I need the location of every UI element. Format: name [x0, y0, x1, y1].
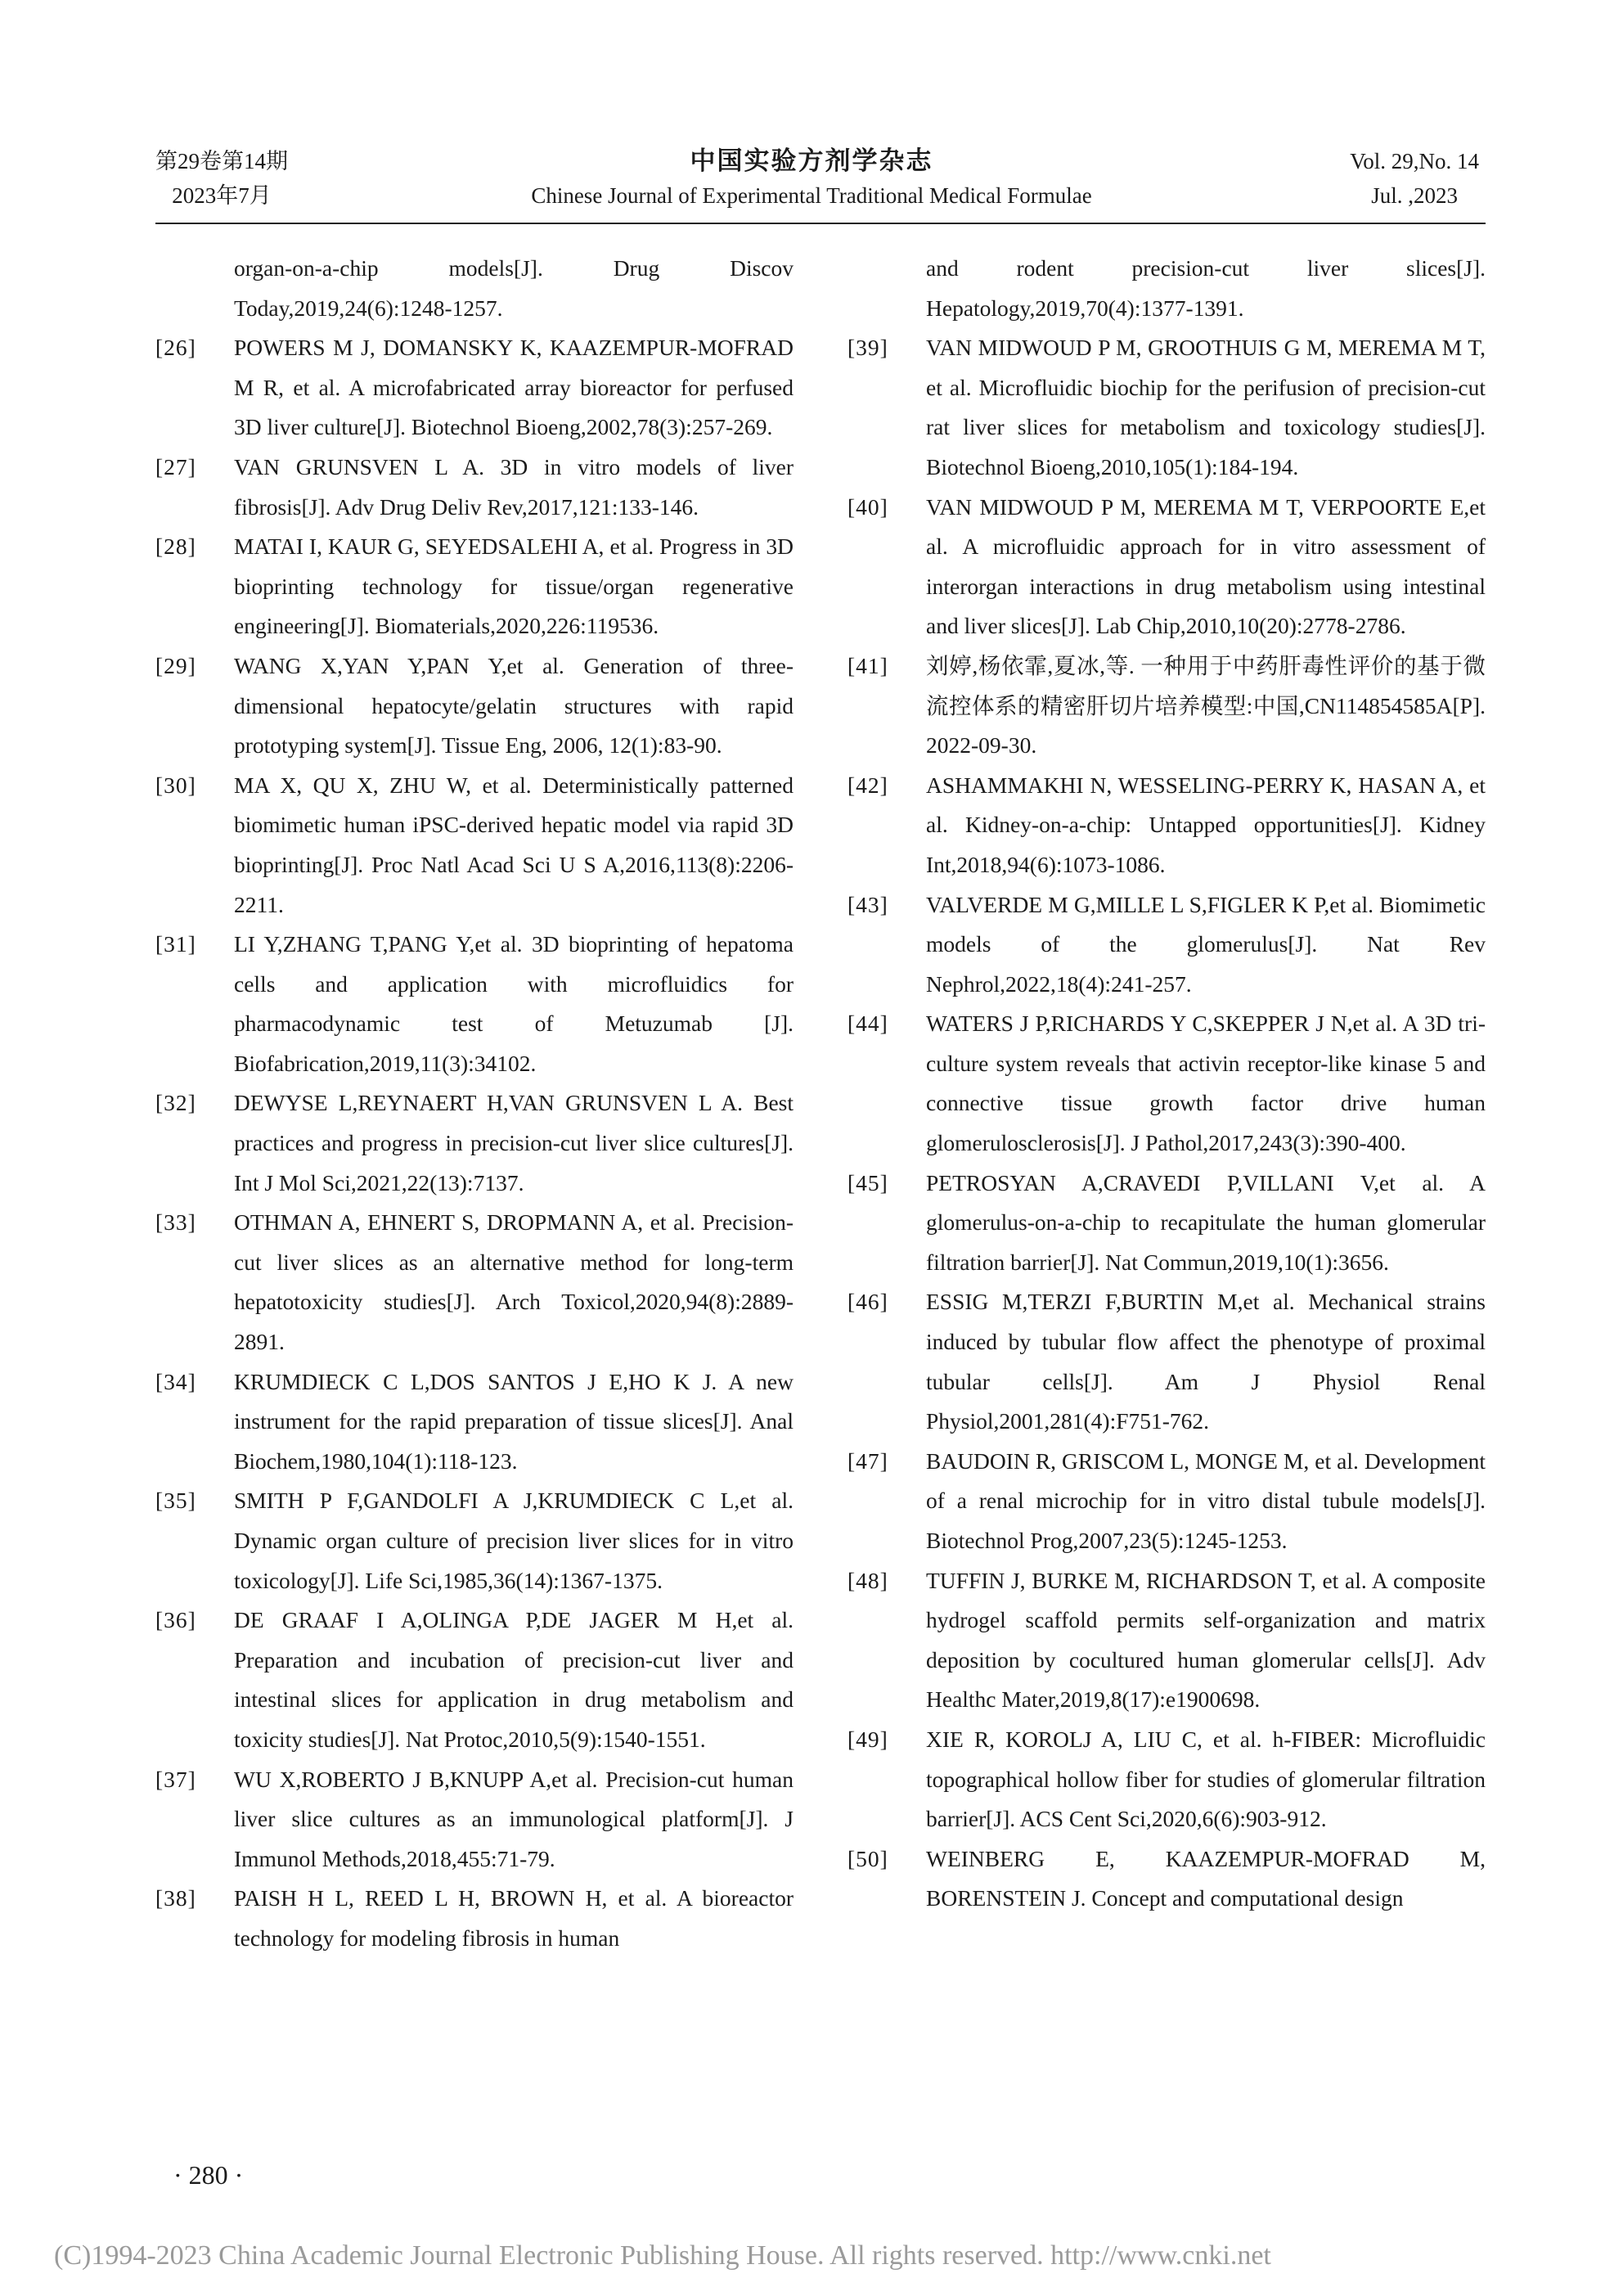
header-volume-en [1350, 144, 1479, 213]
reference-text: MA X, QU X, ZHU W, et al. Deterministically patterned biomimetic human iPSC-derived hepatic model via rapid 3D bioprinting[J]. Proc Natl Acad Sci U S A,2016,113(8):2206-2211. [234, 772, 794, 917]
reference-item [155, 1481, 794, 1600]
reference-continuation: and rodent precision-cut liver slices[J]. Hepatology,2019,70(4):1377-1391. [926, 255, 1486, 321]
reference-text: LI Y,ZHANG T,PANG Y,et al. 3D bioprinting of hepatoma cells and application with microfluidics for pharmacodynamic test of Metuzumab [J]. Biofabrication,2019,11(3):34102. [234, 931, 794, 1076]
right-column [847, 249, 1486, 1919]
reference-text: WANG X,YAN Y,PAN Y,et al. Generation of three-dimensional hepatocyte/gelatin structures with rapid prototyping system[J]. Tissue Eng, 2006, 12(1):83-90. [234, 652, 794, 759]
reference-number: [36] [155, 1607, 196, 1633]
reference-item [155, 527, 794, 646]
reference-text: POWERS M J, DOMANSKY K, KAAZEMPUR-MOFRAD M R, et al. A microfabricated array bioreactor for perfused 3D liver culture[J]. Biotechnol Bioeng,2002,78(3):257-269. [234, 335, 794, 440]
reference-number: [28] [155, 533, 196, 560]
reference-item [155, 448, 794, 527]
reference-text: VAN MIDWOUD P M, GROOTHUIS G M, MEREMA M T, et al. Microfluidic biochip for the perifusion of precision-cut rat liver slices for metabolism and toxicology studies[J]. Biotechnol Bioeng,2010,105(1):184-194. [926, 335, 1486, 479]
reference-number: [41] [847, 652, 888, 678]
header-volume-number: Vol. 29,No. 14 [1350, 149, 1479, 173]
reference-item [155, 1083, 794, 1203]
reference-text: PETROSYAN A,CRAVEDI P,VILLANI V,et al. A glomerulus-on-a-chip to recapitulate the human glomerular filtration barrier[J]. Nat Commun,2019,10(1):3656. [926, 1169, 1486, 1275]
reference-number: [42] [847, 772, 888, 798]
reference-item [847, 1561, 1486, 1720]
copyright-notice: (C)1994-2023 China Academic Journal Electronic Publishing House. All rights reserved. http://www.cnki.net [54, 2240, 1271, 2271]
reference-item [847, 1164, 1486, 1283]
reference-item [847, 1720, 1486, 1839]
reference-item [847, 1282, 1486, 1441]
reference-item [847, 646, 1486, 766]
reference-text: ASHAMMAKHI N, WESSELING-PERRY K, HASAN A, et al. Kidney-on-a-chip: Untapped opportunities[J]. Kidney Int,2018,94(6):1073-1086. [926, 772, 1486, 877]
header-date-en: Jul. ,2023 [1371, 183, 1458, 208]
header-volume-issue: 第29卷第14期 [155, 149, 288, 173]
reference-text: TUFFIN J, BURKE M, RICHARDSON T, et al. A composite hydrogel scaffold permits self-organization and matrix deposition by cocultured human glomerular cells[J]. Adv Healthc Mater,2019,8(17):e1900698. [926, 1567, 1486, 1713]
reference-item [155, 1362, 794, 1482]
reference-item [155, 1879, 794, 1958]
reference-number: [44] [847, 1011, 888, 1037]
header-divider [155, 223, 1486, 224]
reference-number: [49] [847, 1726, 888, 1752]
reference-text: BAUDOIN R, GRISCOM L, MONGE M, et al. Development of a renal microchip for in vitro distal tubule models[J]. Biotechnol Prog,2007,23(5):1245-1253. [926, 1447, 1486, 1553]
reference-number: [34] [155, 1368, 196, 1394]
reference-text: DEWYSE L,REYNAERT H,VAN GRUNSVEN L A. Best practices and progress in precision-cut liver slice cultures[J]. Int J Mol Sci,2021,22(13):7137. [234, 1090, 794, 1195]
reference-continuation: organ-on-a-chip models[J]. Drug Discov Today,2019,24(6):1248-1257. [234, 255, 794, 321]
reference-text: MATAI I, KAUR G, SEYEDSALEHI A, et al. Progress in 3D bioprinting technology for tissue/organ regenerative engineering[J]. Biomaterials,2020,226:119536. [234, 533, 794, 639]
reference-text: VAN GRUNSVEN L A. 3D in vitro models of liver fibrosis[J]. Adv Drug Deliv Rev,2017,121:133-146. [234, 453, 794, 520]
reference-number: [32] [155, 1090, 196, 1116]
reference-number: [33] [155, 1209, 196, 1236]
reference-text: 刘婷,杨依霏,夏冰,等. 一种用于中药肝毒性评价的基于微流控体系的精密肝切片培养模型:中国,CN114854585A[P]. 2022-09-30. [926, 652, 1486, 759]
reference-text: WEINBERG E, KAAZEMPUR-MOFRAD M, BORENSTEIN J. Concept and computational design [926, 1845, 1486, 1911]
reference-item [847, 1004, 1486, 1163]
reference-number: [35] [155, 1488, 196, 1514]
reference-number: [31] [155, 931, 196, 957]
reference-text: SMITH P F,GANDOLFI A J,KRUMDIECK C L,et al. Dynamic organ culture of precision liver slices for in vitro toxicology[J]. Life Sci,1985,36(14):1367-1375. [234, 1488, 794, 1593]
reference-number: [37] [155, 1766, 196, 1792]
reference-text: KRUMDIECK C L,DOS SANTOS J E,HO K J. A new instrument for the rapid preparation of tissue slices[J]. Anal Biochem,1980,104(1):118-123. [234, 1368, 794, 1474]
reference-number: [27] [155, 453, 196, 479]
reference-item [847, 1839, 1486, 1919]
reference-item [847, 488, 1486, 646]
reference-number: [38] [155, 1885, 196, 1911]
left-column [155, 249, 794, 1959]
reference-number: [29] [155, 652, 196, 678]
reference-number: [48] [847, 1567, 888, 1593]
reference-text: OTHMAN A, EHNERT S, DROPMANN A, et al. Precision-cut liver slices as an alternative method for long-term hepatotoxicity studies[J]. Arch Toxicol,2020,94(8):2889-2891. [234, 1209, 794, 1355]
reference-number: [26] [155, 335, 196, 361]
reference-item [155, 1203, 794, 1362]
reference-item [155, 1600, 794, 1759]
reference-item [847, 1442, 1486, 1561]
reference-text: DE GRAAF I A,OLINGA P,DE JAGER M H,et al. Preparation and incubation of precision-cut liver and intestinal slices for application in drug metabolism and toxicity studies[J]. Nat Protoc,2010,5(9):1540-1551. [234, 1607, 794, 1752]
reference-item [155, 766, 794, 925]
reference-item [155, 646, 794, 766]
reference-item [155, 1760, 794, 1880]
reference-number: [43] [847, 891, 888, 917]
reference-text: ESSIG M,TERZI F,BURTIN M,et al. Mechanical strains induced by tubular flow affect the phenotype of proximal tubular cells[J]. Am J Physiol Renal Physiol,2001,281(4):F751-762. [926, 1289, 1486, 1434]
header-date-cn: 2023年7月 [172, 183, 272, 208]
reference-number: [40] [847, 493, 888, 520]
reference-number: [46] [847, 1289, 888, 1315]
reference-item [155, 328, 794, 448]
reference-text: VAN MIDWOUD P M, MEREMA M T, VERPOORTE E,et al. A microfluidic approach for in vitro assessment of interorgan interactions in drug metabolism using intestinal and liver slices[J]. Lab Chip,2010,10(20):2778-2786. [926, 493, 1486, 639]
reference-item [847, 328, 1486, 487]
reference-text: WU X,ROBERTO J B,KNUPP A,et al. Precision-cut human liver slice cultures as an immunological platform[J]. J Immunol Methods,2018,455:71-79. [234, 1766, 794, 1871]
reference-text: XIE R, KOROLJ A, LIU C, et al. h-FIBER: Microfluidic topographical hollow fiber for studies of glomerular filtration barrier[J]. ACS Cent Sci,2020,6(6):903-912. [926, 1726, 1486, 1832]
reference-number: [39] [847, 335, 888, 361]
journal-title-en: Chinese Journal of Experimental Traditional Medical Formulae [531, 183, 1092, 208]
reference-number: [47] [847, 1447, 888, 1474]
reference-item [847, 766, 1486, 885]
reference-item [155, 925, 794, 1083]
reference-text: PAISH H L, REED L H, BROWN H, et al. A bioreactor technology for modeling fibrosis in human [234, 1885, 794, 1951]
reference-number: [30] [155, 772, 196, 798]
page-number: · 280 · [173, 2160, 244, 2190]
reference-text: VALVERDE M G,MILLE L S,FIGLER K P,et al. Biomimetic models of the glomerulus[J]. Nat Rev Nephrol,2022,18(4):241-257. [926, 891, 1486, 997]
reference-number: [50] [847, 1845, 888, 1871]
journal-title-cn: 中国实验方剂学杂志 [690, 146, 933, 176]
reference-item [847, 885, 1486, 1005]
reference-number: [45] [847, 1169, 888, 1195]
reference-text: WATERS J P,RICHARDS Y C,SKEPPER J N,et al. A 3D tri-culture system reveals that activin receptor-like kinase 5 and connective tissue growth factor drive human glomerulosclerosis[J]. J Pathol,2017,243(3):390-400. [926, 1011, 1486, 1156]
